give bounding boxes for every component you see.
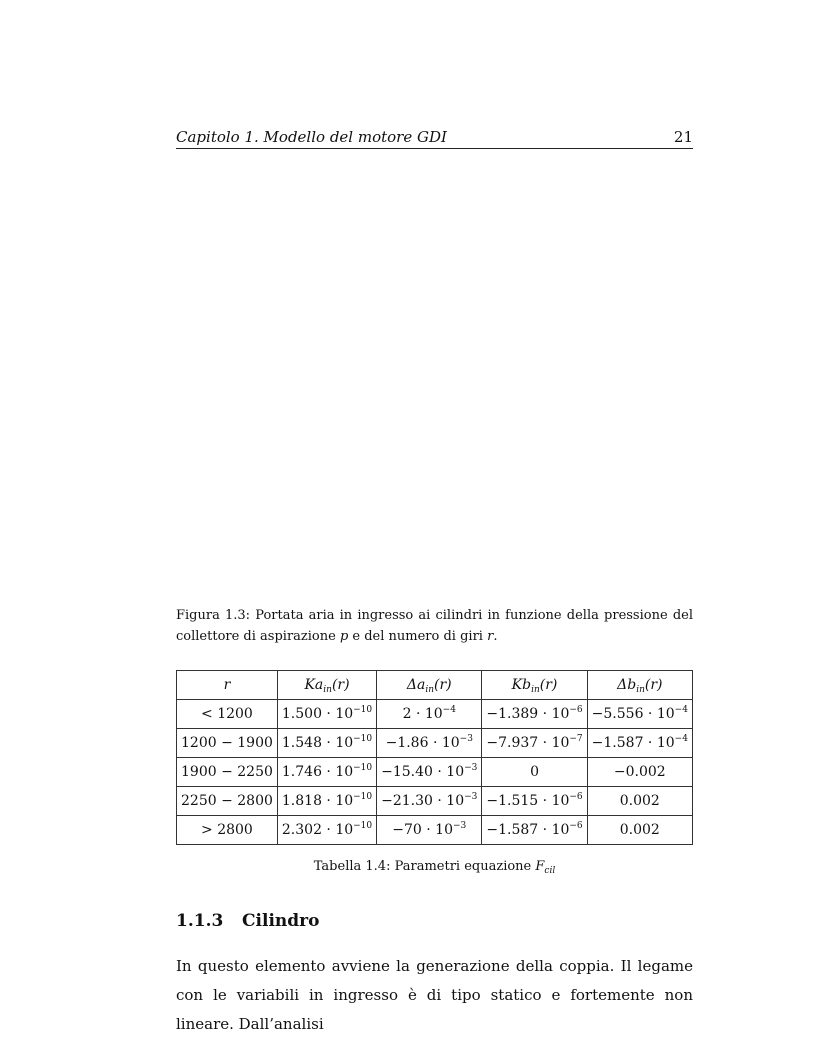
table-cell: $2 \cdot 10^{-4}$ xyxy=(377,700,482,729)
table-cell: < 1200 xyxy=(177,700,278,729)
table-cell: $-1.86 \cdot 10^{-3}$ xyxy=(377,729,482,758)
table-cell: $1.818 \cdot 10^{-10}$ xyxy=(277,787,376,816)
header-r: r xyxy=(177,671,278,700)
section-number: 1.1.3 xyxy=(176,911,224,931)
table-cell: $-21.30 \cdot 10^{-3}$ xyxy=(377,787,482,816)
figure-placeholder xyxy=(176,170,693,590)
table-cell: 1200 − 1900 xyxy=(177,729,278,758)
table-cell: > 2800 xyxy=(177,816,278,845)
table-cell: $1.548 \cdot 10^{-10}$ xyxy=(277,729,376,758)
section-heading xyxy=(176,911,319,931)
table-caption-prefix: Tabella 1.4: Parametri equazione xyxy=(313,859,536,874)
page-number: 21 xyxy=(673,128,693,146)
table-cell: 1900 − 2250 xyxy=(177,758,278,787)
table-cell: $-5.556 \cdot 10^{-4}$ xyxy=(587,700,692,729)
header-delta-a-in: $\Delta a_{in}(r)$ xyxy=(377,671,482,700)
table-row xyxy=(177,729,693,758)
figure-caption-text-2: e del numero di giri xyxy=(348,629,488,644)
table-header-row xyxy=(177,671,693,700)
table-cell: $1.746 \cdot 10^{-10}$ xyxy=(277,758,376,787)
figure-caption-prefix: Figura 1.3: xyxy=(176,608,251,623)
figure-caption-var-r: r xyxy=(487,629,494,644)
header-kb-in: $Kb_{in}(r)$ xyxy=(482,671,587,700)
table-row xyxy=(177,758,693,787)
table-cell: $2.302 \cdot 10^{-10}$ xyxy=(277,816,376,845)
table-row xyxy=(177,816,693,845)
chapter-title: Capitolo 1. Modello del motore GDI xyxy=(176,128,447,146)
table-cell: $-15.40 \cdot 10^{-3}$ xyxy=(377,758,482,787)
figure-caption-text-3: . xyxy=(493,629,498,644)
table-cell: 0.002 xyxy=(587,816,692,845)
table-cell: $1.500 \cdot 10^{-10}$ xyxy=(277,700,376,729)
figure-caption-var-p: p xyxy=(339,629,349,644)
table-caption xyxy=(176,859,693,874)
parameters-table xyxy=(176,670,693,845)
table-row xyxy=(177,787,693,816)
table-cell: −0.002 xyxy=(587,758,692,787)
table-cell: 0 xyxy=(482,758,587,787)
table-cell: $-1.587 \cdot 10^{-4}$ xyxy=(587,729,692,758)
table-caption-symbol: F xyxy=(535,859,545,874)
table-cell: $-70 \cdot 10^{-3}$ xyxy=(377,816,482,845)
table-cell: $-1.515 \cdot 10^{-6}$ xyxy=(482,787,587,816)
running-header xyxy=(176,126,693,149)
table-cell: 0.002 xyxy=(587,787,692,816)
body-paragraph: In questo elemento avviene la generazione della coppia. Il legame con le variabili in ingresso è di tipo statico e fortemente non lineare. Dall’analisi xyxy=(176,957,693,1033)
header-delta-b-in: $\Delta b_{in}(r)$ xyxy=(587,671,692,700)
table-cell: $-1.389 \cdot 10^{-6}$ xyxy=(482,700,587,729)
table-cell: 2250 − 2800 xyxy=(177,787,278,816)
table-caption-symbol-sub: cil xyxy=(544,866,556,876)
section-title: Cilindro xyxy=(242,911,320,931)
table-row xyxy=(177,700,693,729)
figure-caption-text-1: Portata aria in ingresso ai cilindri in funzione della pressione del collettore di aspirazione xyxy=(176,608,693,644)
table-cell: $-1.587 \cdot 10^{-6}$ xyxy=(482,816,587,845)
header-ka-in: $Ka_{in}(r)$ xyxy=(277,671,376,700)
table-cell: $-7.937 \cdot 10^{-7}$ xyxy=(482,729,587,758)
figure-caption xyxy=(176,605,693,647)
